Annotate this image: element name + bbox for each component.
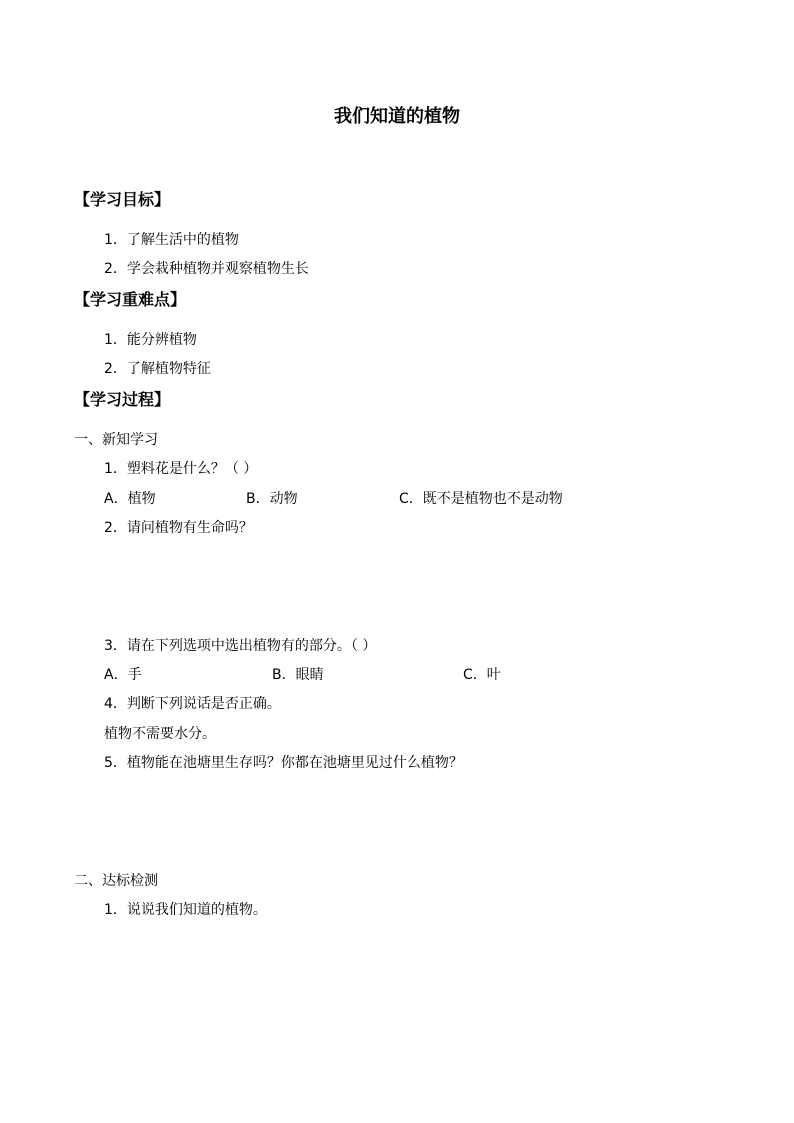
question-4: 4．判断下列说话是否正确。 <box>104 696 281 712</box>
key-point-item-1: 1．能分辨植物 <box>104 332 197 348</box>
key-point-item-2: 2．了解植物特征 <box>104 361 211 377</box>
goal-item-1: 1．了解生活中的植物 <box>104 232 239 248</box>
question-3-option-b: B．眼睛 <box>272 667 324 683</box>
question-1-option-c: C．既不是植物也不是动物 <box>399 491 563 507</box>
goal-item-2: 2．学会栽种植物并观察植物生长 <box>104 261 309 277</box>
goals-heading: 【学习目标】 <box>74 190 171 209</box>
key-points-heading: 【学习重难点】 <box>74 290 187 309</box>
question-1-option-b: B．动物 <box>246 491 298 507</box>
question-1: 1．塑料花是什么？（ ） <box>104 461 258 477</box>
question-4-statement: 植物不需要水分。 <box>104 726 216 742</box>
question-3-option-a: A．手 <box>104 667 142 683</box>
question-5: 5．植物能在池塘里生存吗？你都在池塘里见过什么植物？ <box>104 755 463 771</box>
question-1-option-a: A．植物 <box>104 491 156 507</box>
question-3: 3．请在下列选项中选出植物有的部分。（ ） <box>104 638 377 654</box>
question-2: 2．请问植物有生命吗？ <box>104 520 253 536</box>
question-3-option-c: C．叶 <box>463 667 501 683</box>
part1-heading: 一、新知学习 <box>74 432 158 448</box>
test-question-1: 1．说说我们知道的植物。 <box>104 902 267 918</box>
part2-heading: 二、达标检测 <box>74 873 158 889</box>
process-heading: 【学习过程】 <box>74 390 171 409</box>
page-title: 我们知道的植物 <box>334 106 460 127</box>
